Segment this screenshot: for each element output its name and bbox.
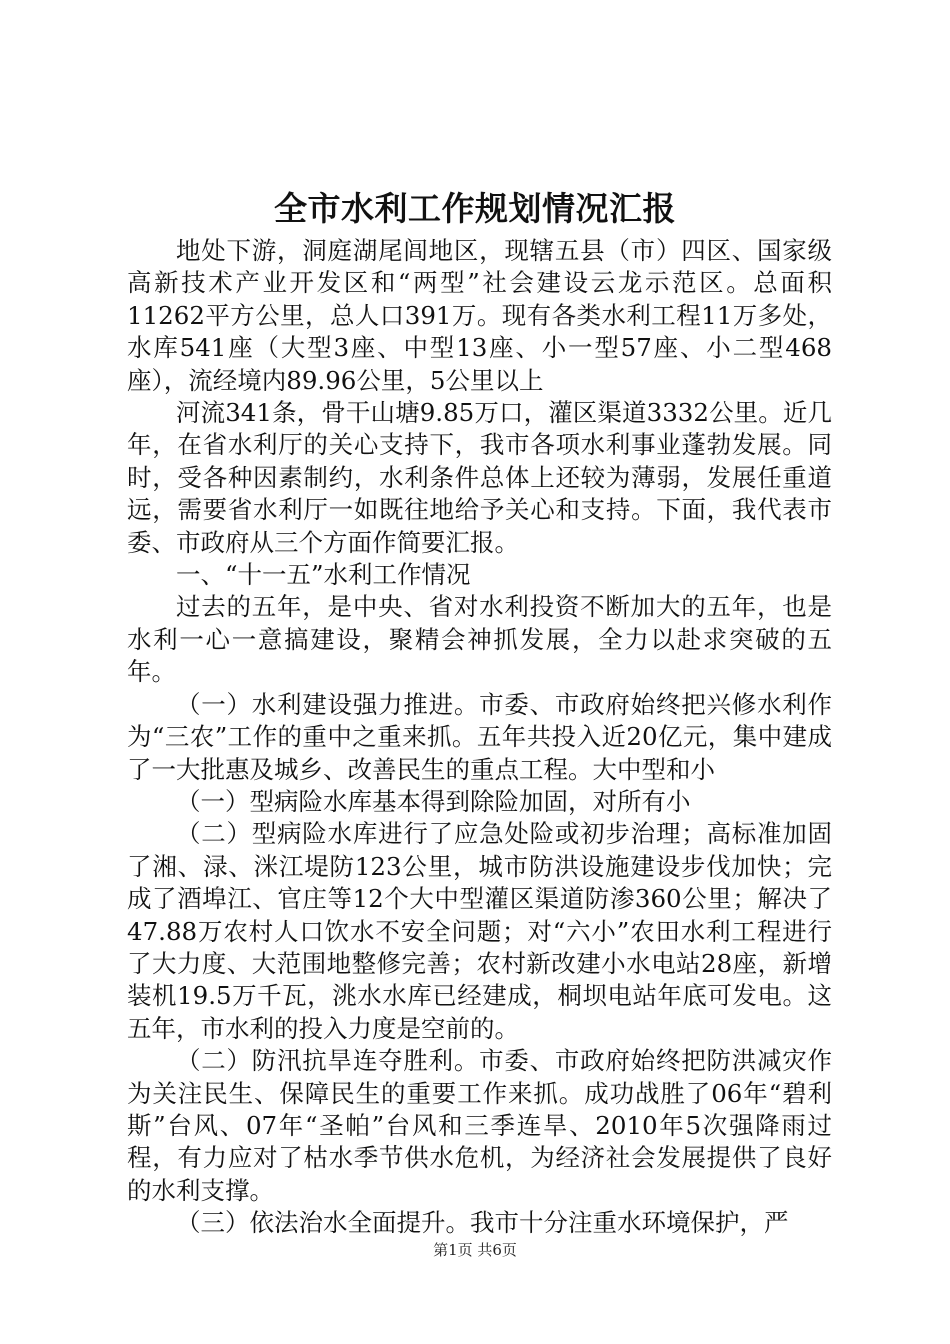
paragraph: （二）防汛抗旱连夺胜利。市委、市政府始终把防洪减灾作为关注民生、保障民生的重要工作来抓。成功战胜了06年“碧利斯”台风、07年“圣帕”台风和三季连旱、2010年5次强降雨过程，有力应对了枯水季节供水危机，为经济社会发展提供了良好的水利支撑。 [127,1046,832,1205]
paragraph: （二）型病险水库进行了应急处险或初步治理；高标准加固了湘、渌、洣江堤防123公里，城市防洪设施建设步伐加快；完成了酒埠江、官庄等12个大中型灌区渠道防渗360公里；解决了47.88万农村人口饮水不安全问题；对“六小”农田水利工程进行了大力度、大范围地整修完善；农村新改建小水电站28座，新增装机19.5万千瓦，洮水水库已经建成，桐坝电站年底可发电。这五年，市水利的投入力度是空前的。 [127,819,832,1043]
document-title: 全市水利工作规划情况汇报 [274,189,676,228]
paragraph: 过去的五年，是中央、省对水利投资不断加大的五年，也是水利一心一意搞建设，聚精会神抓发展，全力以赴求突破的五年。 [127,592,832,687]
paragraph: （三）依法治水全面提升。我市十分注重水环境保护，严 [176,1208,789,1238]
paragraph: （一）型病险水库基本得到除险加固，对所有小 [176,786,691,816]
section-heading: 一、“十一五”水利工作情况 [176,560,471,590]
document-body [127,235,832,1240]
paragraph: （一）水利建设强力推进。市委、市政府始终把兴修水利作为“三农”工作的重中之重来抓。五年共投入近20亿元，集中建成了一大批惠及城乡、改善民生的重点工程。大中型和小 [127,689,832,784]
page-number: 第1页 共6页 [433,1241,517,1259]
paragraph: 地处下游，洞庭湖尾闾地区，现辖五县（市）四区、国家级高新技术产业开发区和“两型”社会建设云龙示范区。总面积11262平方公里，总人口391万。现有各类水利工程11万多处，水库541座（大型3座、中型13座、小一型57座、小二型468座），流经境内89.96公里，5公里以上 [127,236,832,395]
paragraph: 河流341条，骨干山塘9.85万口，灌区渠道3332公里。近几年，在省水利厅的关心支持下，我市各项水利事业蓬勃发展。同时，受各种因素制约，水利条件总体上还较为薄弱，发展任重道远，需要省水利厅一如既往地给予关心和支持。下面，我代表市委、市政府从三个方面作简要汇报。 [127,398,832,557]
